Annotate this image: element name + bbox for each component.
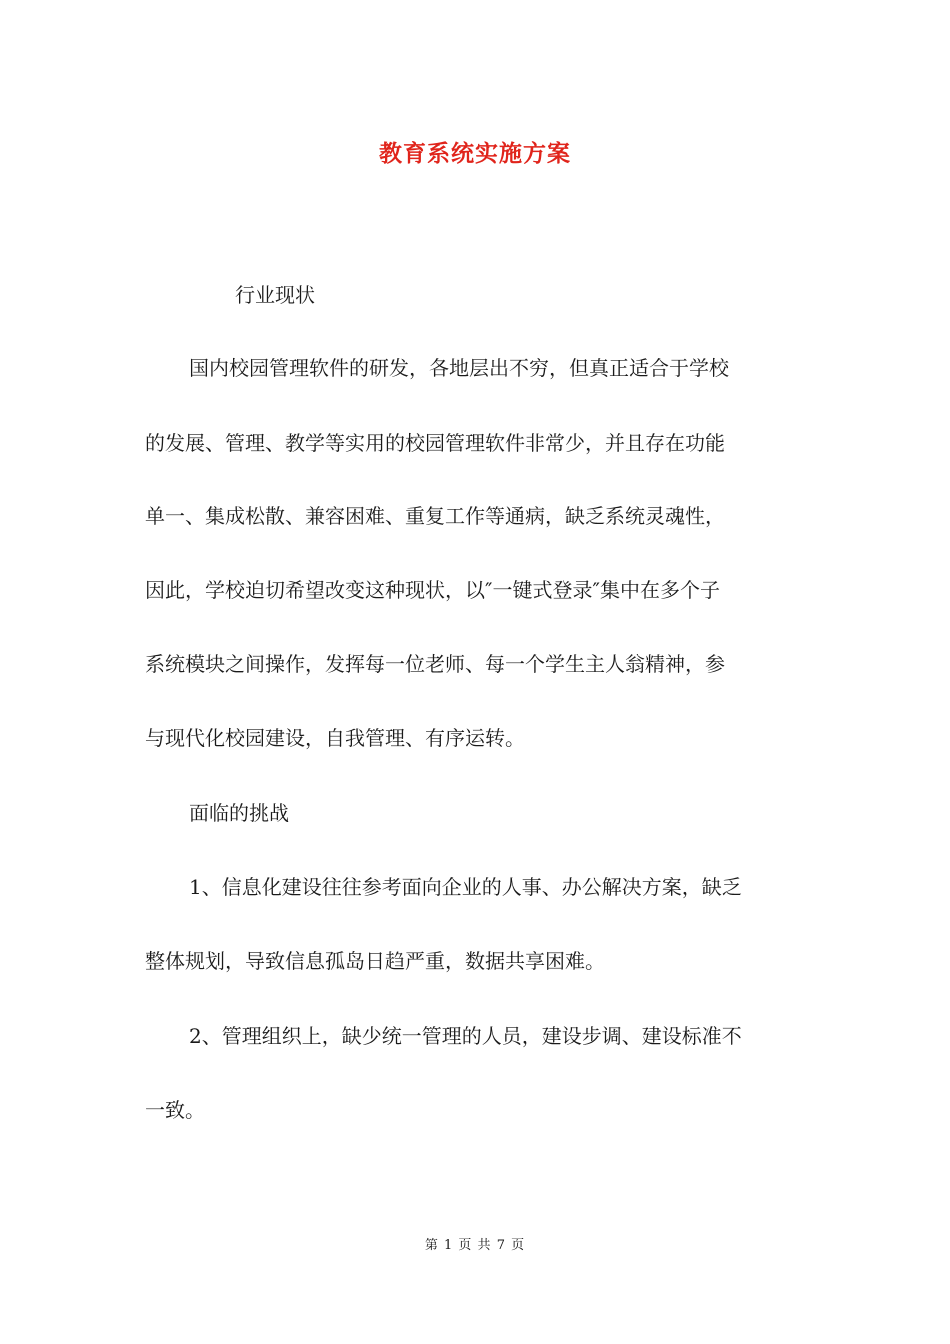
- list-item-line: 2、管理组织上，缺少统一管理的人员，建设步调、建设标准不: [189, 1024, 742, 1048]
- document-title: 教育系统实施方案: [379, 140, 571, 167]
- paragraph-line: 国内校园管理软件的研发，各地层出不穷，但真正适合于学校: [189, 356, 729, 380]
- paragraph-line: 因此，学校迫切希望改变这种现状，以″一键式登录″集中在多个子: [145, 578, 720, 602]
- section-heading-challenges: 面临的挑战: [189, 801, 289, 825]
- paragraph-line: 系统模块之间操作，发挥每一位老师、每一个学生主人翁精神，参: [145, 652, 725, 676]
- list-item-line: 整体规划，导致信息孤岛日趋严重，数据共享困难。: [145, 949, 605, 973]
- paragraph-line: 与现代化校园建设，自我管理、有序运转。: [145, 726, 525, 750]
- page-number-footer: 第 1 页 共 7 页: [424, 1238, 526, 1253]
- paragraph-line: 单一、集成松散、兼容困难、重复工作等通病，缺乏系统灵魂性，: [145, 504, 725, 528]
- paragraph-line: 的发展、管理、教学等实用的校园管理软件非常少，并且存在功能: [145, 431, 725, 455]
- section-heading-industry-status: 行业现状: [235, 283, 315, 307]
- list-item-line: 1、信息化建设往往参考面向企业的人事、办公解决方案，缺乏: [189, 875, 742, 899]
- list-item-line: 一致。: [145, 1098, 205, 1122]
